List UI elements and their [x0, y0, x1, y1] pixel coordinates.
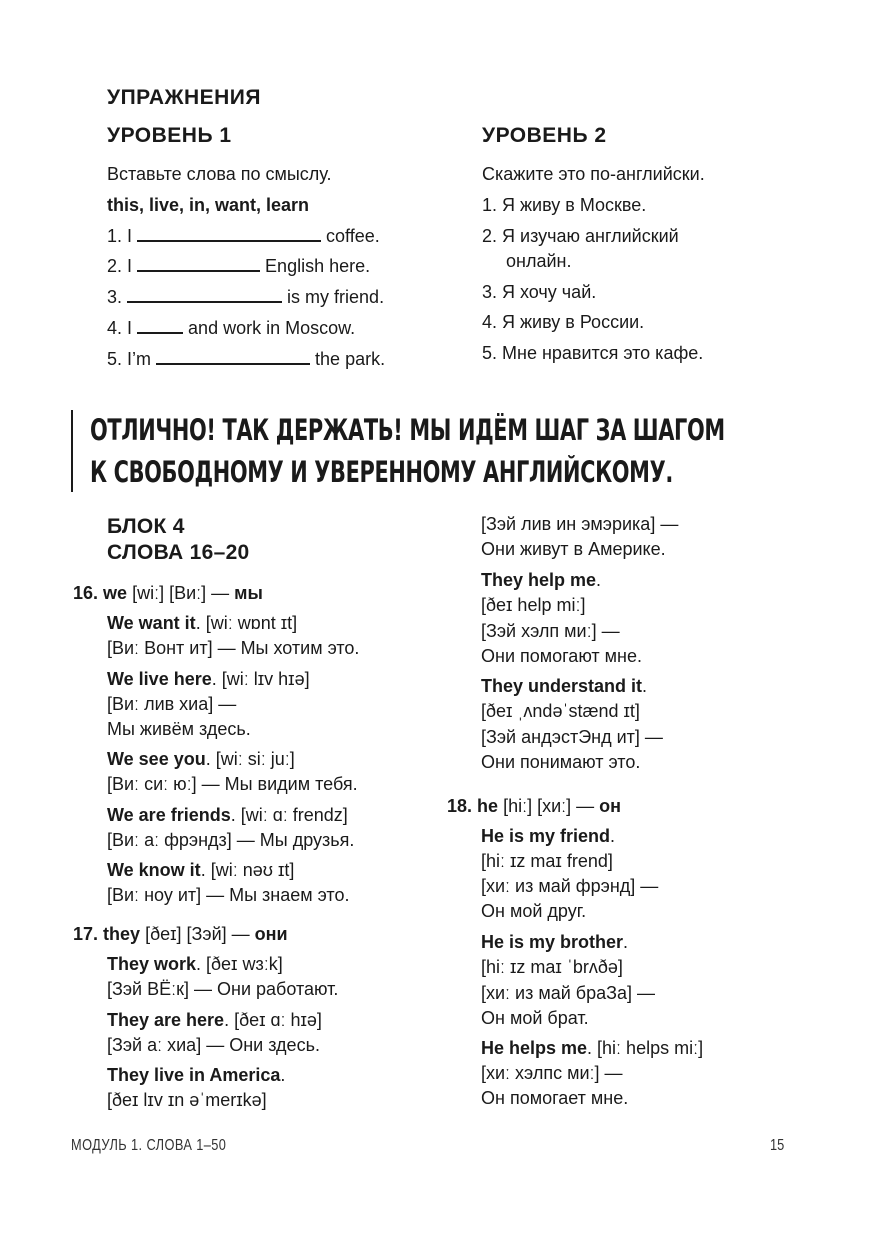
block-title: БЛОК 4	[107, 515, 185, 538]
w18-ex3-l1: He helps me. [hiː helps miː]	[481, 1038, 704, 1058]
w17-cont1-l1: [Зэй лив ин эмэрика] —	[481, 514, 679, 534]
word-16-header: 16. we [wiː] [Виː] — мы	[73, 583, 263, 603]
w16-ex1-l1: We want it. [wiː wɒnt ɪt]	[107, 613, 298, 633]
level1-instruction: Вставьте слова по смыслу.	[107, 164, 332, 184]
word-17-header: 17. they [ðeɪ] [Зэй] — они	[73, 924, 288, 944]
block-subtitle: СЛОВА 16–20	[107, 541, 250, 564]
w18-ex1-l2: [hiː ɪz maɪ frend]	[481, 851, 613, 871]
level2-item-4: 4. Я живу в России.	[482, 312, 645, 332]
level1-item-3: 3. is my friend.	[107, 287, 385, 307]
w17-ex1-l2: [Зэй ВЁːк] — Они работают.	[107, 979, 339, 999]
level1-item-1: 1. I coffee.	[107, 226, 380, 246]
w17-cont3-l2: [ðeɪ ˌʌndəˈstænd ɪt]	[481, 701, 640, 721]
motto-bar	[71, 410, 73, 492]
level2-instruction: Скажите это по-английски.	[482, 164, 705, 184]
w16-ex3-l1: We see you. [wiː siː juː]	[107, 749, 295, 769]
w17-ex2-l1: They are here. [ðeɪ ɑː hɪə]	[107, 1010, 322, 1030]
w17-ex2-l2: [Зэй аː хиа] — Они здесь.	[107, 1035, 320, 1055]
level1-item-2: 2. I English here.	[107, 256, 371, 276]
word-18-header: 18. he [hiː] [хиː] — он	[447, 796, 622, 816]
exercises-title: УПРАЖНЕНИЯ	[107, 86, 261, 109]
blank-1[interactable]	[137, 224, 321, 242]
page-number: 15	[770, 1137, 785, 1154]
w18-ex3-l2: [хиː хэлпс миː] —	[481, 1063, 623, 1083]
blank-5[interactable]	[156, 347, 310, 365]
level1-item-5: 5. I’m the park.	[107, 349, 386, 369]
w17-cont2-l1: They help me.	[481, 570, 602, 590]
w17-cont2-l2: [ðeɪ help miː]	[481, 595, 586, 615]
level2-item-1: 1. Я живу в Москве.	[482, 195, 647, 215]
w17-cont1-l2: Они живут в Америке.	[481, 539, 666, 559]
w17-ex3-l1: They live in America.	[107, 1065, 286, 1085]
blank-3[interactable]	[127, 285, 282, 303]
level1-title: УРОВЕНЬ 1	[107, 124, 232, 147]
w18-ex2-l2: [hiː ɪz maɪ ˈbrʌðə]	[481, 957, 623, 977]
w18-ex3-l3: Он помогает мне.	[481, 1088, 629, 1108]
motto-line-1: ОТЛИЧНО! ТАК ДЕРЖАТЬ! МЫ ИДЁМ ШАГ ЗА ШАГОМ	[90, 413, 725, 447]
w16-ex3-l2: [Виː сиː юː] — Мы видим тебя.	[107, 774, 358, 794]
w17-cont3-l4: Они понимают это.	[481, 752, 641, 772]
level2-item-2: 2. Я изучаю английский	[482, 226, 679, 246]
level2-title: УРОВЕНЬ 2	[482, 124, 607, 147]
w18-ex2-l3: [хиː из май браЗа] —	[481, 983, 656, 1003]
w16-ex4-l1: We are friends. [wiː ɑː frendz]	[107, 805, 348, 825]
blank-2[interactable]	[137, 254, 260, 272]
w17-cont3-l3: [Зэй андэстЭнд ит] —	[481, 727, 663, 747]
w16-ex5-l1: We know it. [wiː nəʊ ɪt]	[107, 860, 295, 880]
w16-ex4-l2: [Виː аː фрэндз] — Мы друзья.	[107, 830, 355, 850]
w17-ex3-l2: [ðeɪ lɪv ɪn əˈmerɪkə]	[107, 1090, 267, 1110]
blank-4[interactable]	[137, 316, 183, 334]
motto-line-2: К СВОБОДНОМУ И УВЕРЕННОМУ АНГЛИЙСКОМУ.	[90, 455, 673, 489]
level2-item-2-cont: онлайн.	[506, 251, 572, 271]
w16-ex2-l2: [Виː лив хиа] —	[107, 694, 237, 714]
w16-ex1-l2: [Виː Вонт ит] — Мы хотим это.	[107, 638, 360, 658]
level1-item-4: 4. I and work in Moscow.	[107, 318, 356, 338]
w16-ex5-l2: [Виː ноу ит] — Мы знаем это.	[107, 885, 350, 905]
w18-ex1-l1: He is my friend.	[481, 826, 616, 846]
w18-ex1-l3: [хиː из май фрэнд] —	[481, 876, 659, 896]
w17-cont2-l3: [Зэй хэлп миː] —	[481, 621, 620, 641]
w16-ex2-l3: Мы живём здесь.	[107, 719, 251, 739]
w18-ex1-l4: Он мой друг.	[481, 901, 587, 921]
w18-ex2-l4: Он мой брат.	[481, 1008, 589, 1028]
w16-ex2-l1: We live here. [wiː lɪv hɪə]	[107, 669, 310, 689]
w18-ex2-l1: He is my brother.	[481, 932, 629, 952]
level1-words: this, live, in, want, learn	[107, 195, 310, 215]
w17-ex1-l1: They work. [ðeɪ wɜːk]	[107, 954, 283, 974]
w17-cont2-l4: Они помогают мне.	[481, 646, 642, 666]
footer-module: МОДУЛЬ 1. СЛОВА 1–50	[71, 1137, 227, 1154]
w17-cont3-l1: They understand it.	[481, 676, 648, 696]
level2-item-3: 3. Я хочу чай.	[482, 282, 597, 302]
level2-item-5: 5. Мне нравится это кафе.	[482, 343, 704, 363]
